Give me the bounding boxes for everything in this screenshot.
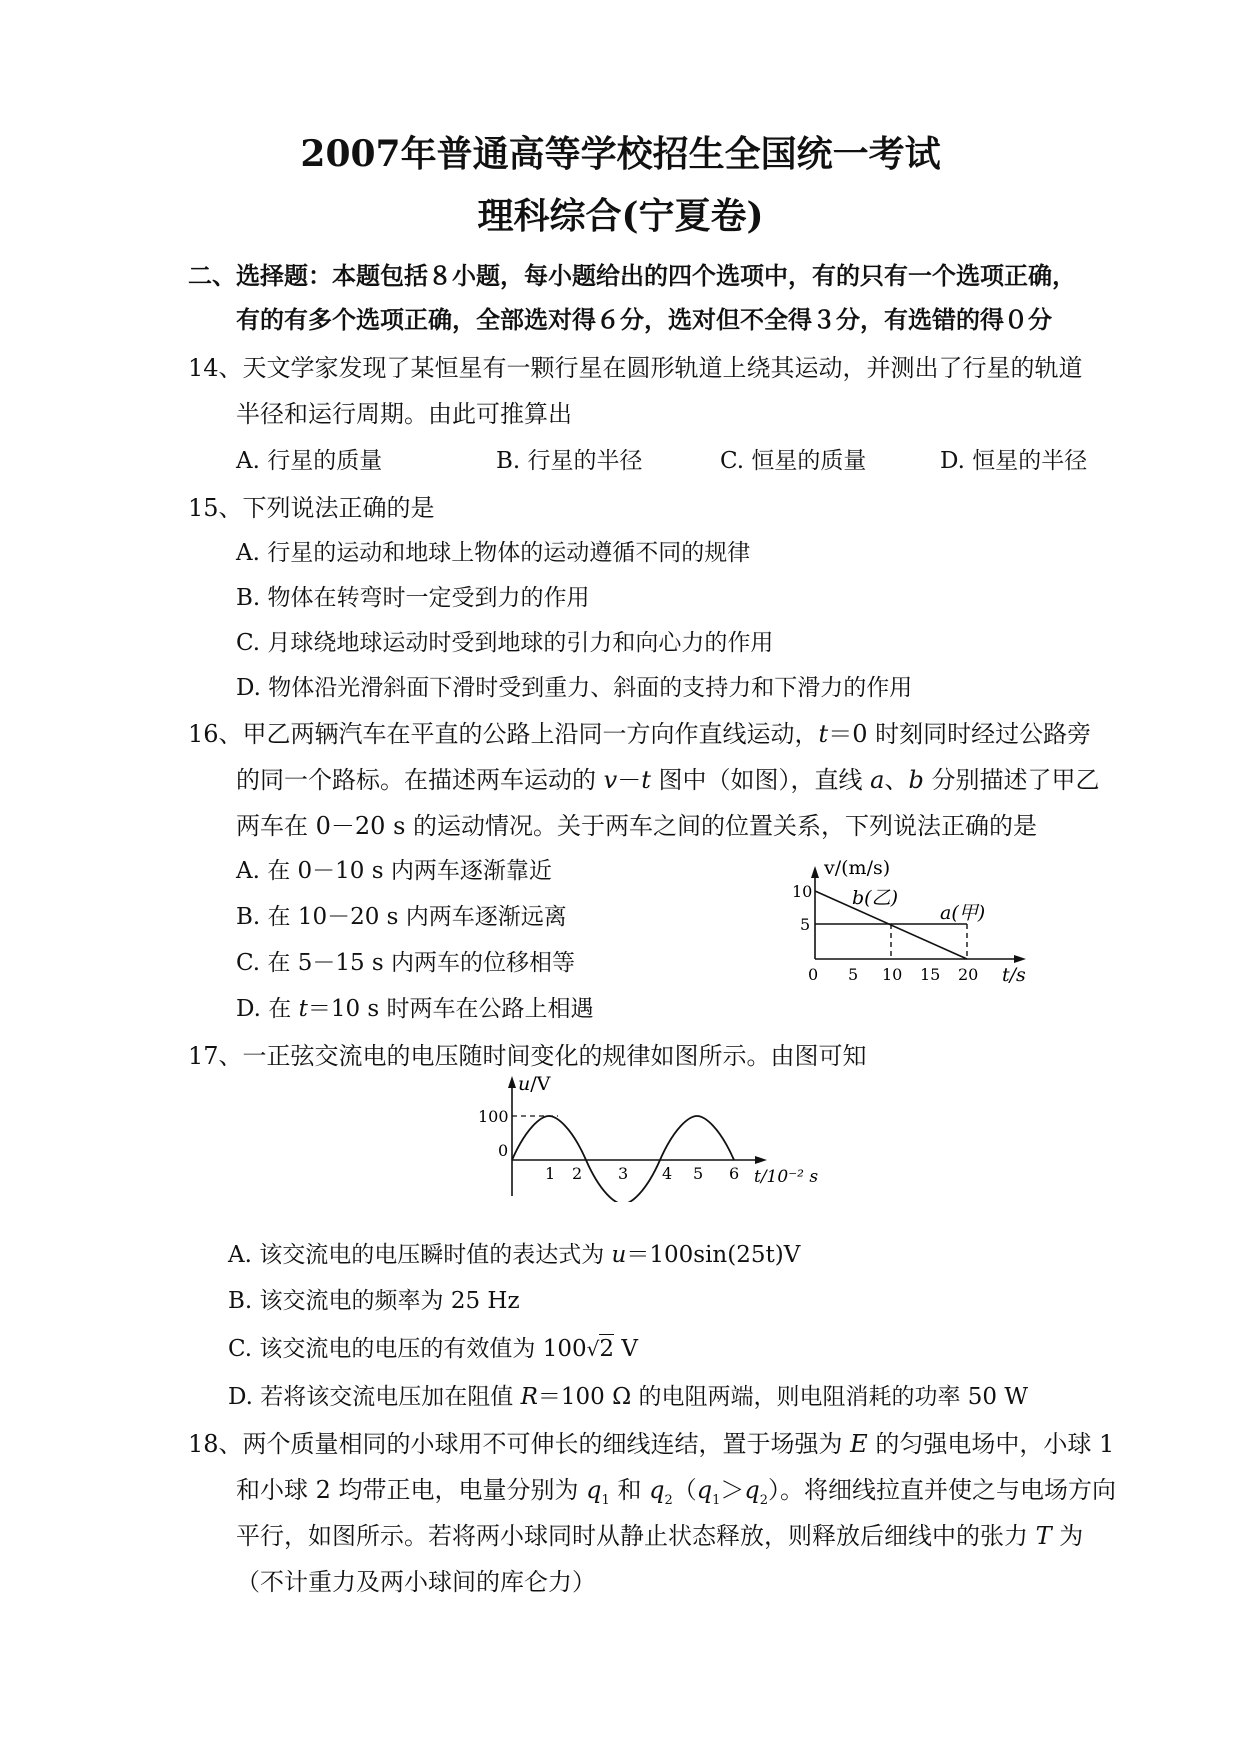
q14-option-a: A. 行星的质量 (236, 448, 383, 474)
x-axis-label: t/s (1002, 964, 1026, 986)
q14-stem-line2: 半径和运行周期。由此可推算出 (236, 400, 572, 428)
q16-text: ＝0 时刻同时经过公路旁 (828, 720, 1092, 748)
q17-option-a (228, 1236, 800, 1269)
q18-stem-line1 (188, 1424, 1114, 1459)
q16-text: D. 在 (236, 996, 299, 1022)
x-tick-4: 4 (662, 1164, 673, 1183)
q18-text: （ (672, 1476, 697, 1504)
q17-stem: 17、一正弦交流电的电压随时间变化的规律如图所示。由图可知 (188, 1042, 867, 1070)
q17-text: ＝100sin(25t)V (626, 1242, 801, 1268)
q16-text: － (617, 766, 642, 794)
var-v: v (603, 766, 618, 794)
q18-stem-line2 (236, 1470, 1116, 1508)
q16-text: 图中（如图），直线 (650, 766, 871, 794)
x-axis-arrow (755, 1156, 767, 1164)
q16-stem-line2 (236, 760, 1099, 795)
section-heading-line1: 二、选择题：本题包括８小题，每小题给出的四个选项中，有的只有一个选项正确， (188, 261, 1076, 290)
sine-curve (512, 1116, 734, 1202)
y-tick-100: 100 (478, 1107, 509, 1126)
var-E: E (850, 1430, 868, 1458)
exam-subtitle: 理科综合(宁夏卷) (477, 195, 764, 237)
q18-stem-line4: （不计重力及两小球间的库仑力） (236, 1568, 596, 1596)
var-t: t (298, 996, 308, 1022)
q15-option-a: A. 行星的运动和地球上物体的运动遵循不同的规律 (236, 540, 751, 566)
var-T: T (1035, 1522, 1052, 1550)
q16-option-b: B. 在 10－20 s 内两车逐渐远离 (236, 904, 567, 930)
q17-option-c (228, 1330, 638, 1363)
subscript: 1 (712, 1492, 721, 1508)
y-tick-5: 5 (800, 915, 811, 934)
q16-stem-line3: 两车在 0－20 s 的运动情况。关于两车之间的位置关系，下列说法正确的是 (236, 812, 1038, 840)
var-q: q (649, 1476, 665, 1504)
var-q: q (696, 1476, 713, 1504)
x-tick-15: 15 (920, 965, 941, 984)
x-tick-5: 5 (848, 965, 859, 984)
x-tick-2: 2 (572, 1164, 583, 1183)
q17-text: D. 若将该交流电压加在阻值 (228, 1384, 521, 1410)
var-q: q (744, 1476, 760, 1504)
q17-sine-graph (466, 1070, 846, 1202)
x-tick-3: 3 (618, 1164, 629, 1183)
label-unit: /V (530, 1073, 551, 1095)
x-tick-0: 0 (808, 965, 819, 984)
q18-text: ）。将细线拉直并使之与电场方向 (768, 1476, 1117, 1504)
q17-text: ＝100 Ω 的电阻两端，则电阻消耗的功率 50 W (537, 1384, 1029, 1410)
q17-text: A. 该交流电的电压瞬时值的表达式为 (228, 1242, 612, 1268)
x-tick-1: 1 (545, 1164, 556, 1183)
subscript: 2 (664, 1492, 673, 1508)
sqrt-sign-icon: √ (586, 1337, 600, 1361)
q14-option-b: B. 行星的半径 (496, 448, 643, 474)
q18-text: 的匀强电场中，小球 1 (867, 1430, 1115, 1458)
q18-text: 和小球 2 均带正电，电量分别为 (236, 1476, 587, 1504)
y-axis-arrow (811, 866, 819, 878)
label-u: u (518, 1073, 531, 1095)
q17-option-d (228, 1378, 1028, 1411)
origin-label: 0 (498, 1141, 509, 1160)
q18-text: 18、两个质量相同的小球用不可伸长的细线连结，置于场强为 (188, 1430, 851, 1458)
q18-stem-line3 (236, 1516, 1083, 1551)
label-a: a(甲) (940, 902, 986, 924)
y-tick-10: 10 (792, 882, 813, 901)
q16-text: 的同一个路标。在描述两车运动的 (236, 766, 604, 794)
q15-stem: 15、下列说法正确的是 (188, 494, 435, 522)
label-b: b(乙) (852, 887, 898, 909)
q16-text: 分别描述了甲乙 (923, 766, 1100, 794)
q17-text: V (614, 1336, 638, 1362)
q15-option-c: C. 月球绕地球运动时受到地球的引力和向心力的作用 (236, 630, 774, 656)
q18-text: 为 (1051, 1522, 1084, 1550)
q15-option-d: D. 物体沿光滑斜面下滑时受到重力、斜面的支持力和下滑力的作用 (236, 675, 913, 701)
subscript: 1 (601, 1492, 610, 1508)
section-heading-line2: 有的有多个选项正确，全部选对得６分，选对但不全得３分，有选错的得０分 (236, 305, 1052, 334)
var-q: q (586, 1476, 602, 1504)
q16-vt-graph (790, 856, 1040, 1002)
var-R: R (520, 1384, 538, 1410)
var-b: b (908, 766, 924, 794)
x-tick-10: 10 (882, 965, 903, 984)
x-tick-20: 20 (958, 965, 979, 984)
sqrt-radicand: 2 (599, 1336, 615, 1362)
q16-option-a: A. 在 0－10 s 内两车逐渐靠近 (236, 858, 552, 884)
q14-option-c: C. 恒星的质量 (720, 448, 867, 474)
q14-stem-line1: 14、天文学家发现了某恒星有一颗行星在圆形轨道上绕其运动，并测出了行星的轨道 (188, 354, 1083, 382)
q14-option-d: D. 恒星的半径 (940, 448, 1088, 474)
x-tick-6: 6 (729, 1164, 740, 1183)
q17-option-b: B. 该交流电的频率为 25 Hz (228, 1288, 520, 1314)
q16-text: 16、甲乙两辆汽车在平直的公路上沿同一方向作直线运动， (188, 720, 819, 748)
var-u: u (611, 1242, 627, 1268)
y-axis-label: v/(m/s) (824, 857, 891, 879)
var-t: t (818, 720, 829, 748)
x-tick-5: 5 (693, 1164, 704, 1183)
x-axis-arrow (1014, 955, 1026, 963)
q17-text: C. 该交流电的电压的有效值为 100 (228, 1336, 587, 1362)
q18-text: ＞ (720, 1476, 745, 1504)
var-a: a (870, 766, 885, 794)
q16-option-d (236, 990, 594, 1023)
y-axis-label (518, 1073, 551, 1095)
q16-stem-line1 (188, 714, 1091, 749)
q18-text: 和 (609, 1476, 650, 1504)
y-axis-arrow (508, 1076, 516, 1088)
var-t: t (641, 766, 651, 794)
q15-option-b: B. 物体在转弯时一定受到力的作用 (236, 585, 590, 611)
x-axis-label: t/10⁻² s (754, 1167, 819, 1187)
exam-title: 2007年普通高等学校招生全国统一考试 (300, 133, 941, 175)
q16-text: 、 (884, 766, 909, 794)
q16-option-c: C. 在 5－15 s 内两车的位移相等 (236, 950, 576, 976)
q18-text: 平行，如图所示。若将两小球同时从静止状态释放，则释放后细线中的张力 (236, 1522, 1036, 1550)
subscript: 2 (759, 1492, 769, 1508)
q16-text: ＝10 s 时两车在公路上相遇 (307, 996, 594, 1022)
